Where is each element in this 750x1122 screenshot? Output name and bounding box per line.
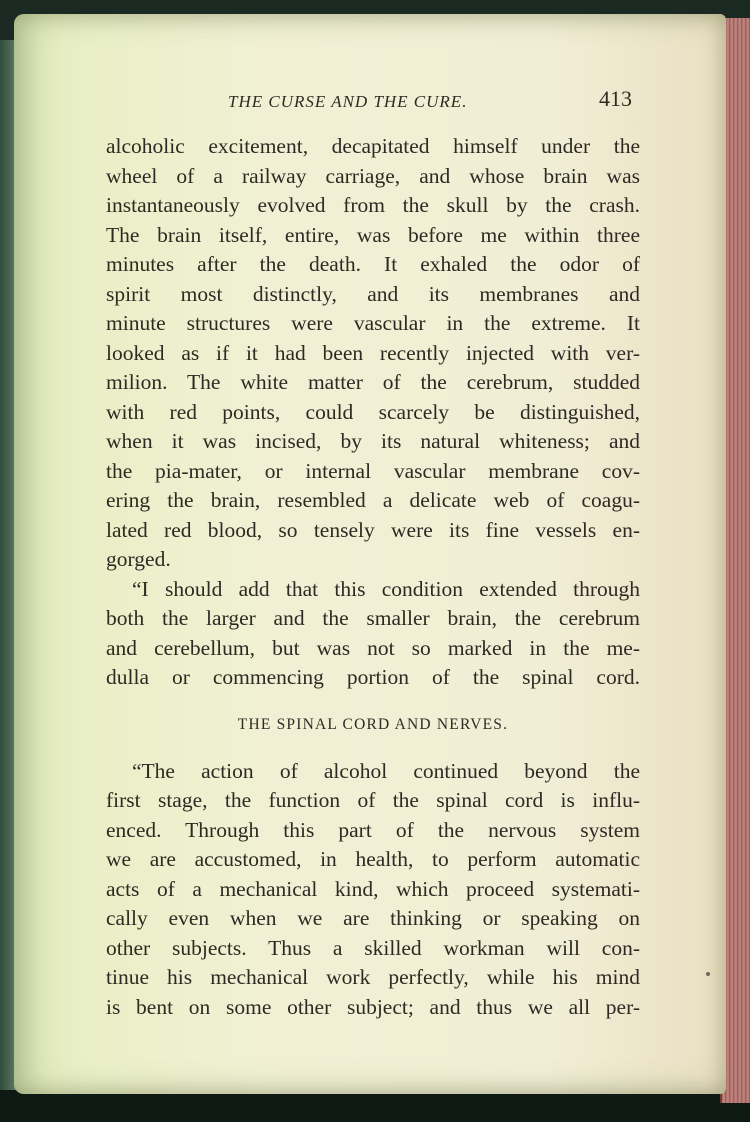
text-line: is bent on some other subject; and thus we all per- [106, 994, 640, 1019]
text-line: looked as if it had been recently injected with ver- [106, 340, 640, 365]
text-line: wheel of a railway carriage, and whose brain was [106, 163, 640, 188]
text-line: cally even when we are thinking or speaking on [106, 906, 640, 930]
text-line: we are accustomed, in health, to perform automatic [106, 847, 640, 871]
text-line: first stage, the function of the spinal cord is influ- [106, 788, 640, 812]
text-line: gorged. [106, 547, 171, 571]
section-heading: THE SPINAL CORD AND NERVES. [237, 715, 509, 733]
text-line: dulla or commencing portion of the spinal cord. [106, 665, 640, 689]
paper-speck [706, 972, 710, 976]
text-line: spirit most distinctly, and its membranes and [106, 281, 640, 306]
text-line: with red points, could scarcely be distinguished, [106, 399, 640, 424]
page-number: 413 [599, 86, 632, 111]
text-line: lated red blood, so tensely were its fine vessels en- [106, 517, 640, 542]
text-line: both the larger and the smaller brain, the cerebrum [106, 606, 640, 630]
text-line: other subjects. Thus a skilled workman will con- [106, 935, 640, 960]
text-line: alcoholic excitement, decapitated himself under the [106, 134, 640, 158]
text-line: and cerebellum, but was not so marked in the me- [106, 635, 640, 660]
text-line: the pia-mater, or internal vascular membrane cov- [106, 458, 640, 483]
text-line: minutes after the death. It exhaled the odor of [106, 252, 640, 276]
text-line: enced. Through this part of the nervous system [106, 817, 640, 842]
text-line: minute structures were vascular in the extreme. It [106, 311, 640, 335]
running-header [100, 84, 640, 120]
text-line: instantaneously evolved from the skull by the crash. [106, 193, 640, 217]
text-line: when it was incised, by its natural whiteness; and [106, 429, 640, 453]
text-line: The brain itself, entire, was before me within three [106, 222, 640, 247]
text-line: ering the brain, resembled a delicate web of coagu- [106, 488, 640, 512]
page-text [106, 132, 640, 1022]
text-line: milion. The white matter of the cerebrum, studded [106, 370, 640, 394]
running-title: THE CURSE AND THE CURE. [228, 92, 468, 111]
text-line: tinue his mechanical work perfectly, while his mind [106, 965, 640, 989]
text-line: “I should add that this condition extended through [132, 576, 640, 601]
text-line: acts of a mechanical kind, which proceed systemati- [106, 876, 640, 901]
text-line: “The action of alcohol continued beyond the [132, 758, 640, 783]
